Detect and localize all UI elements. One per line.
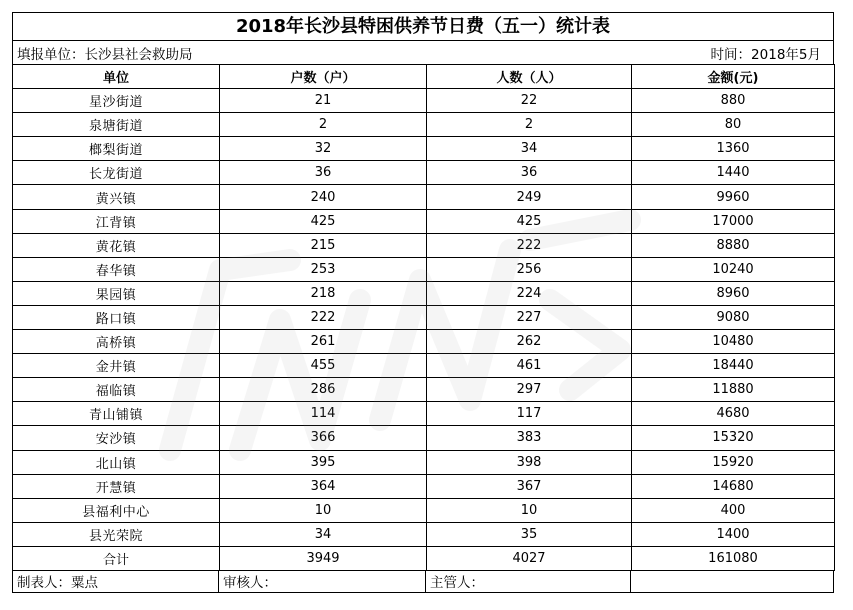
cell-persons: 36: [427, 161, 632, 185]
cell-unit: 长龙街道: [13, 161, 220, 185]
cell-households: 366: [220, 426, 427, 450]
cell-persons: 297: [427, 378, 632, 402]
total-amount: 161080: [632, 546, 835, 570]
cell-households: 36: [220, 161, 427, 185]
total-label: 合计: [13, 546, 220, 570]
cell-households: 395: [220, 450, 427, 474]
table-row: [13, 522, 835, 546]
cell-households: 455: [220, 354, 427, 378]
reporting-unit-label: 填报单位：长沙县社会救助局: [17, 46, 193, 63]
cell-unit: 高桥镇: [13, 330, 220, 354]
cell-unit: 青山铺镇: [13, 402, 220, 426]
cell-amount: 15320: [632, 426, 835, 450]
cell-amount: 4680: [632, 402, 835, 426]
total-row: [13, 546, 835, 570]
cell-amount: 1400: [632, 522, 835, 546]
cell-households: 218: [220, 281, 427, 305]
cell-households: 261: [220, 330, 427, 354]
empty-cell: [631, 571, 834, 593]
table-row: [13, 257, 835, 281]
signature-row: [12, 571, 834, 593]
cell-unit: 路口镇: [13, 305, 220, 329]
cell-households: 114: [220, 402, 427, 426]
cell-amount: 880: [632, 89, 835, 113]
cell-amount: 10480: [632, 330, 835, 354]
cell-households: 10: [220, 498, 427, 522]
table-row: [13, 137, 835, 161]
cell-unit: 北山镇: [13, 450, 220, 474]
cell-persons: 22: [427, 89, 632, 113]
cell-unit: 春华镇: [13, 257, 220, 281]
preparer-label: 制表人：粟点: [12, 571, 219, 593]
cell-amount: 11880: [632, 378, 835, 402]
cell-amount: 1360: [632, 137, 835, 161]
cell-persons: 2: [427, 113, 632, 137]
table-row: [13, 113, 835, 137]
table-row: [13, 426, 835, 450]
cell-households: 364: [220, 474, 427, 498]
cell-households: 2: [220, 113, 427, 137]
cell-persons: 10: [427, 498, 632, 522]
meta-row: [12, 40, 834, 64]
cell-households: 21: [220, 89, 427, 113]
table-row: [13, 330, 835, 354]
spreadsheet: [12, 12, 834, 593]
header-amount: 金额(元): [632, 65, 835, 89]
cell-persons: 425: [427, 209, 632, 233]
table-row: [13, 161, 835, 185]
table-row: [13, 281, 835, 305]
cell-unit: 黄兴镇: [13, 185, 220, 209]
cell-unit: 福临镇: [13, 378, 220, 402]
cell-unit: 县光荣院: [13, 522, 220, 546]
cell-unit: 泉塘街道: [13, 113, 220, 137]
cell-households: 240: [220, 185, 427, 209]
table-row: [13, 498, 835, 522]
table-body: [13, 89, 835, 547]
table-row: [13, 402, 835, 426]
cell-unit: 星沙街道: [13, 89, 220, 113]
supervisor-label: 主管人：: [426, 571, 631, 593]
cell-amount: 15920: [632, 450, 835, 474]
cell-households: 425: [220, 209, 427, 233]
cell-unit: 安沙镇: [13, 426, 220, 450]
cell-unit: 果园镇: [13, 281, 220, 305]
cell-unit: 黄花镇: [13, 233, 220, 257]
cell-persons: 383: [427, 426, 632, 450]
cell-amount: 18440: [632, 354, 835, 378]
table-row: [13, 185, 835, 209]
header-unit: 单位: [13, 65, 220, 89]
cell-persons: 222: [427, 233, 632, 257]
report-time-label: 时间：2018年5月: [710, 46, 821, 63]
cell-persons: 398: [427, 450, 632, 474]
table-row: [13, 89, 835, 113]
cell-households: 32: [220, 137, 427, 161]
table-row: [13, 354, 835, 378]
table-row: [13, 233, 835, 257]
cell-persons: 262: [427, 330, 632, 354]
cell-persons: 256: [427, 257, 632, 281]
cell-amount: 8960: [632, 281, 835, 305]
cell-amount: 400: [632, 498, 835, 522]
cell-unit: 榔梨街道: [13, 137, 220, 161]
cell-persons: 461: [427, 354, 632, 378]
total-households: 3949: [220, 546, 427, 570]
header-persons: 人数（人）: [427, 65, 632, 89]
cell-persons: 117: [427, 402, 632, 426]
table-row: [13, 474, 835, 498]
sheet-title: 2018年长沙县特困供养节日费（五一）统计表: [12, 12, 834, 40]
table-row: [13, 305, 835, 329]
cell-persons: 249: [427, 185, 632, 209]
cell-households: 286: [220, 378, 427, 402]
cell-persons: 34: [427, 137, 632, 161]
cell-unit: 金井镇: [13, 354, 220, 378]
cell-amount: 8880: [632, 233, 835, 257]
total-persons: 4027: [427, 546, 632, 570]
cell-amount: 17000: [632, 209, 835, 233]
table-row: [13, 378, 835, 402]
cell-unit: 江背镇: [13, 209, 220, 233]
cell-unit: 县福利中心: [13, 498, 220, 522]
cell-persons: 35: [427, 522, 632, 546]
cell-persons: 227: [427, 305, 632, 329]
cell-households: 222: [220, 305, 427, 329]
cell-amount: 9080: [632, 305, 835, 329]
cell-persons: 367: [427, 474, 632, 498]
table-row: [13, 450, 835, 474]
cell-amount: 80: [632, 113, 835, 137]
cell-households: 253: [220, 257, 427, 281]
cell-households: 215: [220, 233, 427, 257]
cell-amount: 1440: [632, 161, 835, 185]
cell-unit: 开慧镇: [13, 474, 220, 498]
cell-persons: 224: [427, 281, 632, 305]
cell-amount: 10240: [632, 257, 835, 281]
cell-amount: 14680: [632, 474, 835, 498]
header-households: 户数（户）: [220, 65, 427, 89]
cell-households: 34: [220, 522, 427, 546]
cell-amount: 9960: [632, 185, 835, 209]
statistics-table: [12, 64, 835, 571]
reviewer-label: 审核人：: [219, 571, 426, 593]
table-row: [13, 209, 835, 233]
table-header-row: [13, 65, 835, 89]
